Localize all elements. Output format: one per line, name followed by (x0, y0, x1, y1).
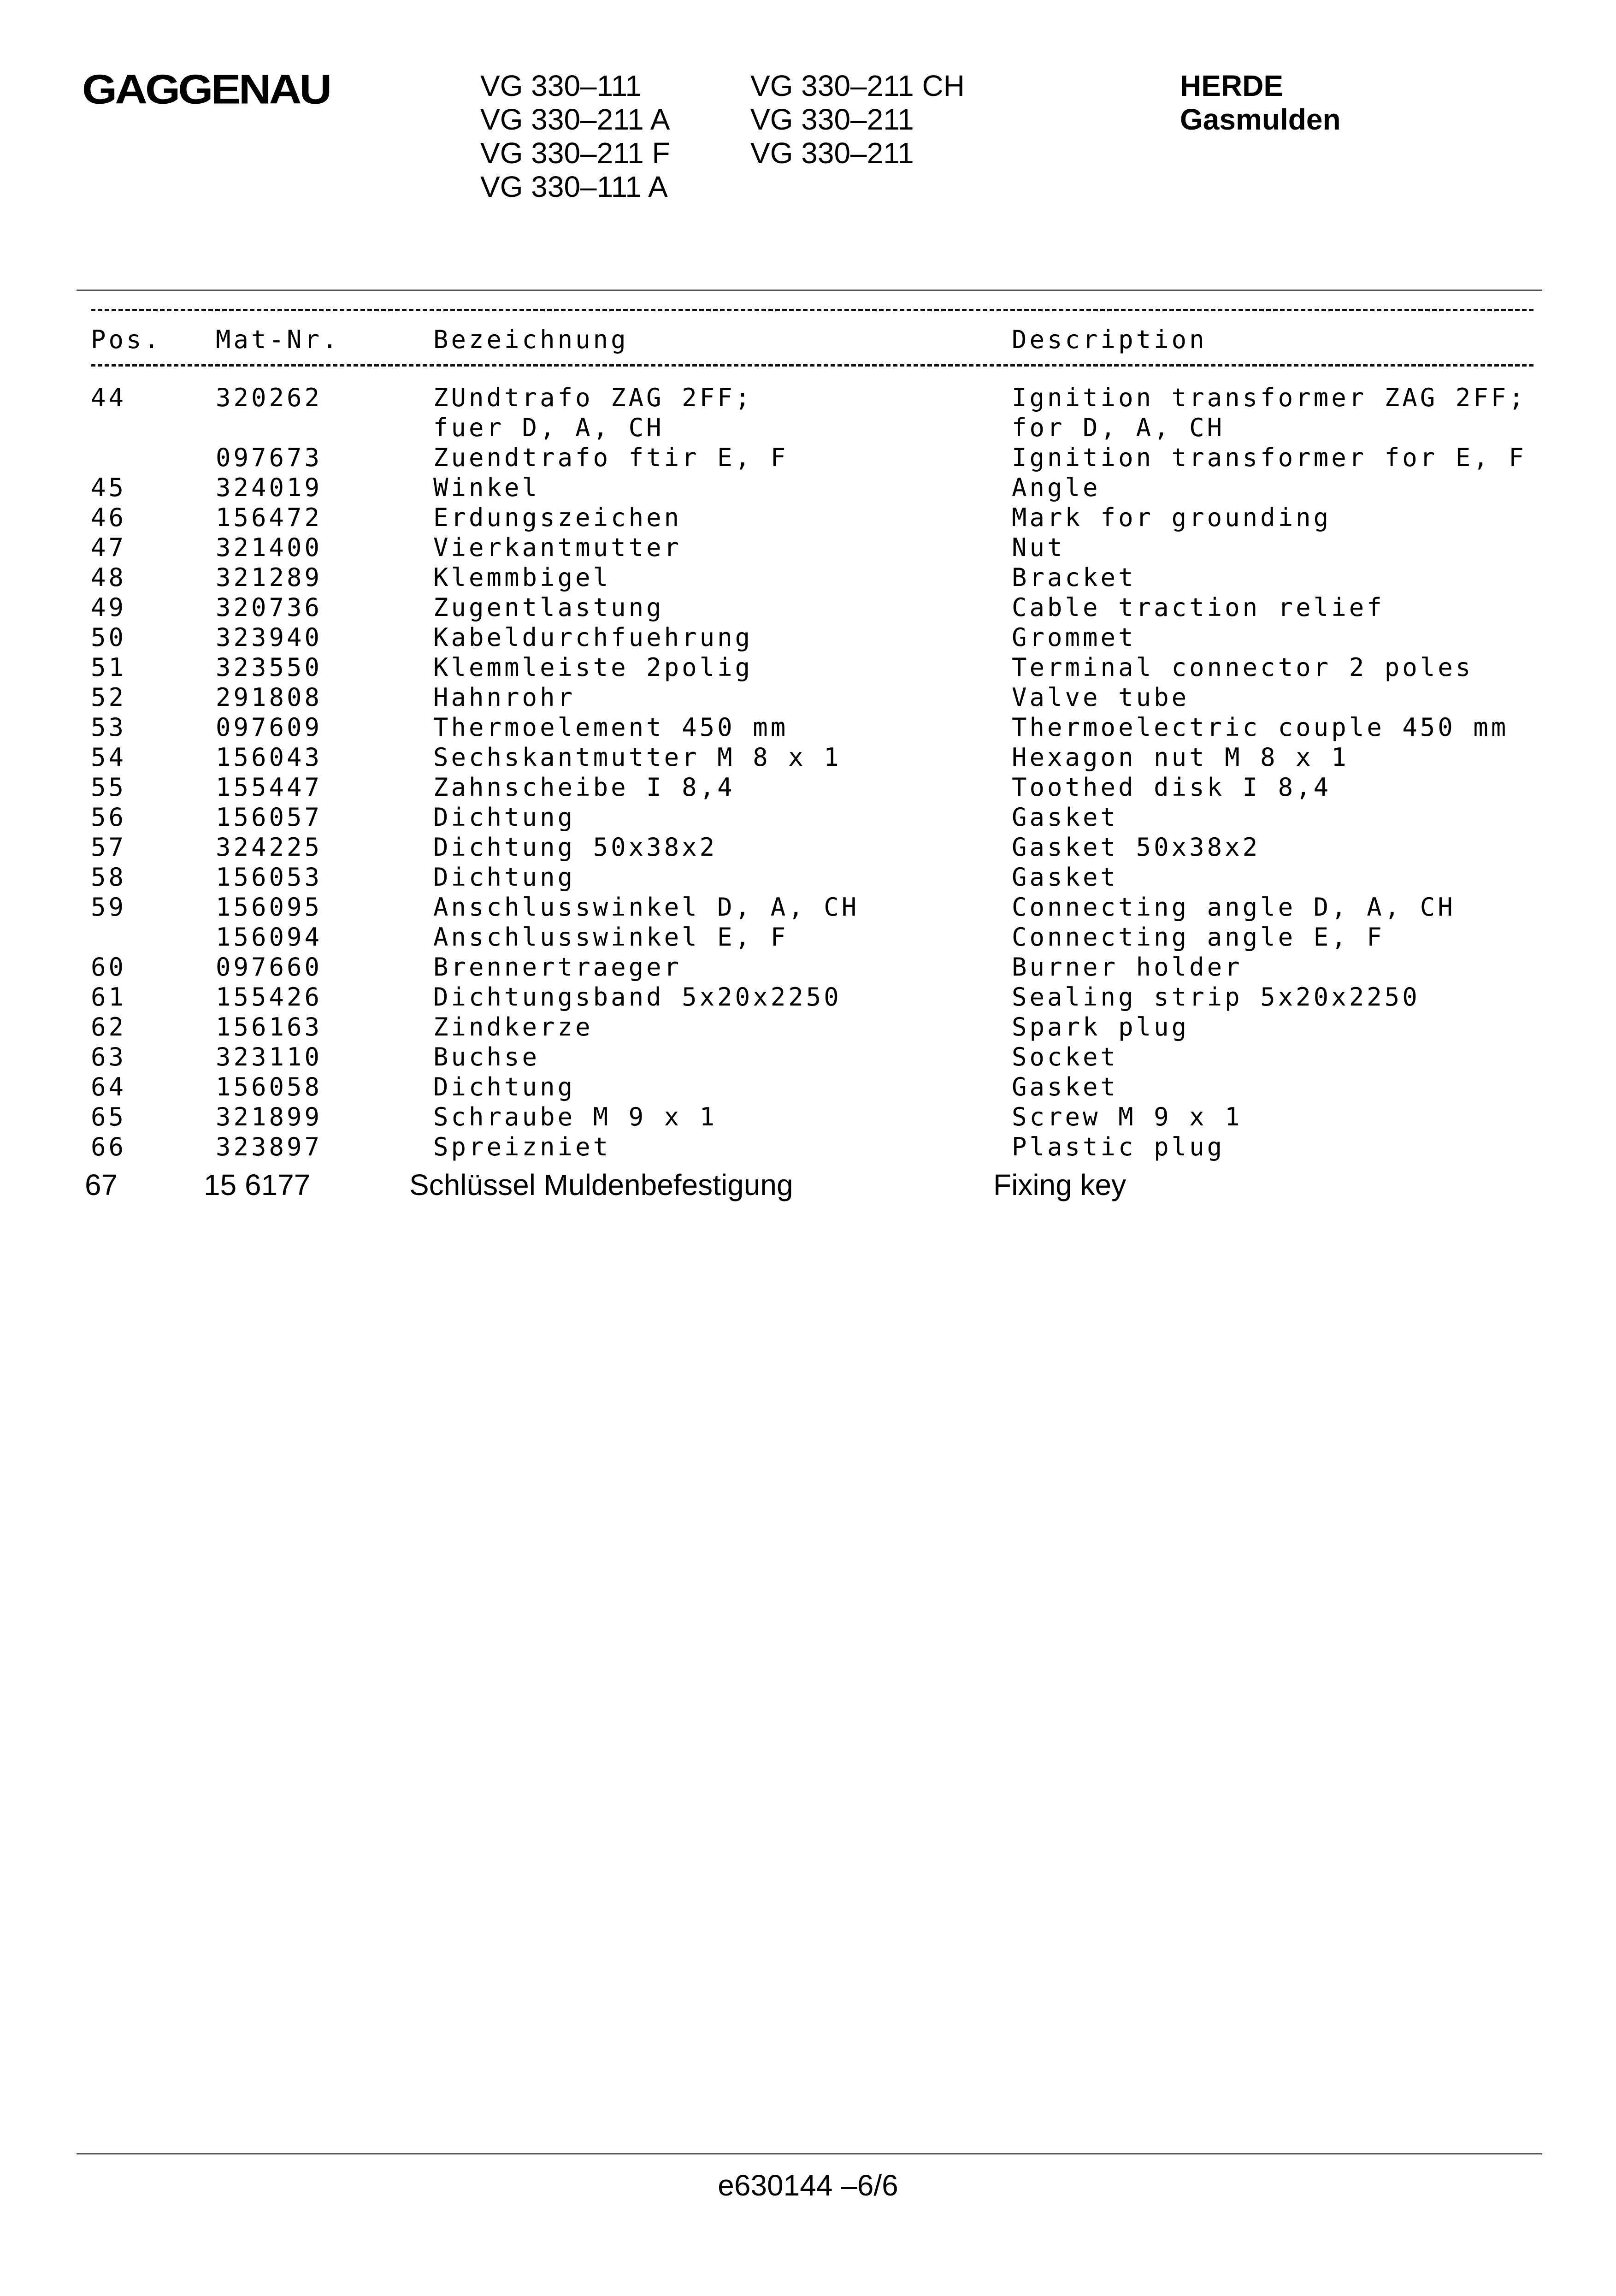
model-list-left (480, 69, 670, 204)
cell-mat-nr: 156472 (216, 503, 323, 532)
cell-description: Nut (1012, 533, 1065, 562)
table-row (0, 533, 1616, 562)
table-dashed-rule-bottom (91, 364, 1533, 367)
document-category (1180, 69, 1341, 136)
cell-description: Gasket (1012, 1072, 1119, 1101)
cell-pos: 56 (91, 803, 127, 832)
cell-mat-nr: 323110 (216, 1042, 323, 1071)
cell-description: Screw M 9 x 1 (1012, 1102, 1243, 1131)
cell-bezeichnung: Hahnrohr (433, 683, 576, 712)
cell-pos: 58 (91, 863, 127, 892)
cell-description: Connecting angle E, F (1012, 923, 1385, 952)
cell-bezeichnung: Zahnscheibe I 8,4 (433, 773, 735, 802)
table-header-row (0, 325, 1616, 355)
cell-bezeichnung: Schlüssel Muldenbefestigung (409, 1168, 793, 1201)
cell-mat-nr: 291808 (216, 683, 323, 712)
cell-mat-nr: 156094 (216, 923, 323, 952)
cell-mat-nr: 320262 (216, 383, 323, 412)
cell-pos: 51 (91, 653, 127, 682)
cell-mat-nr: 097660 (216, 953, 323, 982)
cell-mat-nr: 323550 (216, 653, 323, 682)
model-list-right (750, 69, 965, 170)
cell-description: Gasket (1012, 803, 1119, 832)
cell-description: Connecting angle D, A, CH (1012, 893, 1456, 922)
cell-pos: 67 (85, 1168, 118, 1201)
cell-pos: 59 (91, 893, 127, 922)
cell-pos: 49 (91, 593, 127, 622)
table-row (0, 1132, 1616, 1162)
table-row (0, 682, 1616, 712)
cell-description: for D, A, CH (1012, 413, 1225, 442)
cell-description: Gasket 50x38x2 (1012, 833, 1261, 862)
cell-mat-nr: 155426 (216, 982, 323, 1012)
cell-mat-nr: 323897 (216, 1132, 323, 1161)
cell-description: Ignition transformer ZAG 2FF; (1012, 383, 1527, 412)
cell-bezeichnung: Thermoelement 450 mm (433, 713, 789, 742)
cell-description: Cable traction relief (1012, 593, 1385, 622)
cell-description: Angle (1012, 473, 1101, 502)
model-number: VG 330–211 (750, 103, 914, 136)
cell-pos: 57 (91, 833, 127, 862)
cell-description: Gasket (1012, 863, 1119, 892)
cell-bezeichnung: Erdungszeichen (433, 503, 682, 532)
table-row (0, 832, 1616, 862)
cell-bezeichnung: Dichtung (433, 863, 576, 892)
table-row (0, 862, 1616, 892)
table-row (0, 622, 1616, 652)
table-row (0, 383, 1616, 413)
category-subtitle: Gasmulden (1180, 103, 1341, 136)
cell-bezeichnung: Dichtung (433, 803, 576, 832)
cell-bezeichnung: Zuendtrafo ftir E, F (433, 443, 789, 472)
table-row (0, 1012, 1616, 1042)
model-number: VG 330–211 A (480, 103, 670, 136)
table-row (0, 443, 1616, 473)
cell-mat-nr: 156163 (216, 1012, 323, 1041)
cell-bezeichnung: Winkel (433, 473, 540, 502)
cell-mat-nr: 323940 (216, 623, 323, 652)
cell-description: Mark for grounding (1012, 503, 1332, 532)
cell-description: Bracket (1012, 563, 1136, 592)
cell-description: Grommet (1012, 623, 1136, 652)
cell-mat-nr: 156057 (216, 803, 323, 832)
cell-pos: 61 (91, 982, 127, 1012)
cell-description: Fixing key (993, 1168, 1126, 1201)
cell-pos: 63 (91, 1042, 127, 1071)
cell-mat-nr: 155447 (216, 773, 323, 802)
column-header-bezeichnung: Bezeichnung (433, 325, 629, 354)
table-row (0, 802, 1616, 832)
cell-bezeichnung: Zindkerze (433, 1012, 593, 1041)
cell-bezeichnung: fuer D, A, CH (433, 413, 664, 442)
cell-description: Ignition transformer for E, F (1012, 443, 1527, 472)
cell-bezeichnung: Dichtung 50x38x2 (433, 833, 718, 862)
table-row (0, 742, 1616, 772)
cell-pos: 45 (91, 473, 127, 502)
table-row (0, 1072, 1616, 1102)
cell-pos: 54 (91, 743, 127, 772)
cell-mat-nr: 156043 (216, 743, 323, 772)
table-row (0, 592, 1616, 622)
cell-mat-nr: 156095 (216, 893, 323, 922)
brand-logo: GAGGENAU (82, 65, 330, 112)
cell-pos: 50 (91, 623, 127, 652)
model-number: VG 330–111 A (480, 170, 668, 203)
cell-description: Valve tube (1012, 683, 1190, 712)
cell-bezeichnung: Sechskantmutter M 8 x 1 (433, 743, 842, 772)
table-row (0, 922, 1616, 952)
cell-bezeichnung: Klemmleiste 2polig (433, 653, 753, 682)
cell-pos: 53 (91, 713, 127, 742)
table-row (0, 473, 1616, 503)
cell-mat-nr: 321400 (216, 533, 323, 562)
cell-mat-nr: 156053 (216, 863, 323, 892)
table-row (0, 503, 1616, 533)
cell-description: Socket (1012, 1042, 1119, 1071)
cell-pos: 64 (91, 1072, 127, 1101)
model-number: VG 330–211 (750, 136, 914, 170)
table-row (0, 652, 1616, 682)
cell-description: Plastic plug (1012, 1132, 1225, 1161)
model-number: VG 330–111 (480, 69, 642, 102)
category-title: HERDE (1180, 69, 1284, 102)
cell-mat-nr: 324225 (216, 833, 323, 862)
cell-description: Sealing strip 5x20x2250 (1012, 982, 1420, 1012)
cell-pos: 47 (91, 533, 127, 562)
cell-mat-nr: 321289 (216, 563, 323, 592)
cell-description: Hexagon nut M 8 x 1 (1012, 743, 1349, 772)
table-row (0, 772, 1616, 802)
cell-bezeichnung: Brennertraeger (433, 953, 682, 982)
model-number: VG 330–211 F (480, 136, 670, 170)
cell-description: Toothed disk I 8,4 (1012, 773, 1332, 802)
table-row (0, 892, 1616, 922)
cell-bezeichnung: Buchse (433, 1042, 540, 1071)
table-row (0, 413, 1616, 443)
cell-mat-nr: 097609 (216, 713, 323, 742)
table-row (0, 1042, 1616, 1072)
cell-description: Spark plug (1012, 1012, 1190, 1041)
cell-mat-nr: 097673 (216, 443, 323, 472)
cell-description: Burner holder (1012, 953, 1243, 982)
column-header-description: Description (1012, 325, 1207, 354)
cell-pos: 44 (91, 383, 127, 412)
document-id: e630144 –6/6 (718, 2169, 898, 2202)
cell-bezeichnung: Vierkantmutter (433, 533, 682, 562)
table-row (0, 982, 1616, 1012)
cell-pos: 62 (91, 1012, 127, 1041)
table-row (0, 712, 1616, 742)
bottom-divider (77, 2153, 1542, 2154)
top-divider (77, 290, 1542, 291)
cell-description: Terminal connector 2 poles (1012, 653, 1474, 682)
table-row (0, 1102, 1616, 1132)
cell-pos: 60 (91, 953, 127, 982)
cell-pos: 48 (91, 563, 127, 592)
cell-mat-nr: 324019 (216, 473, 323, 502)
cell-pos: 65 (91, 1102, 127, 1131)
column-header-pos: Pos. (91, 325, 162, 354)
cell-pos: 46 (91, 503, 127, 532)
cell-pos: 66 (91, 1132, 127, 1161)
cell-bezeichnung: Klemmbigel (433, 563, 611, 592)
model-number: VG 330–211 CH (750, 69, 965, 102)
cell-bezeichnung: Anschlusswinkel E, F (433, 923, 789, 952)
cell-pos: 55 (91, 773, 127, 802)
cell-bezeichnung: Spreizniet (433, 1132, 611, 1161)
table-dashed-rule-top (91, 309, 1533, 311)
cell-bezeichnung: Dichtungsband 5x20x2250 (433, 982, 842, 1012)
cell-pos: 52 (91, 683, 127, 712)
cell-description: Thermoelectric couple 450 mm (1012, 713, 1509, 742)
table-row (0, 1170, 1616, 1200)
cell-mat-nr: 321899 (216, 1102, 323, 1131)
cell-bezeichnung: Kabeldurchfuehrung (433, 623, 753, 652)
cell-mat-nr: 15 6177 (204, 1168, 311, 1201)
cell-bezeichnung: Schraube M 9 x 1 (433, 1102, 718, 1131)
cell-bezeichnung: ZUndtrafo ZAG 2FF; (433, 383, 753, 412)
cell-bezeichnung: Zugentlastung (433, 593, 664, 622)
table-row (0, 562, 1616, 592)
cell-mat-nr: 320736 (216, 593, 323, 622)
column-header-mat-nr: Mat-Nr. (216, 325, 340, 354)
cell-mat-nr: 156058 (216, 1072, 323, 1101)
cell-bezeichnung: Dichtung (433, 1072, 576, 1101)
cell-bezeichnung: Anschlusswinkel D, A, CH (433, 893, 860, 922)
table-row (0, 952, 1616, 982)
